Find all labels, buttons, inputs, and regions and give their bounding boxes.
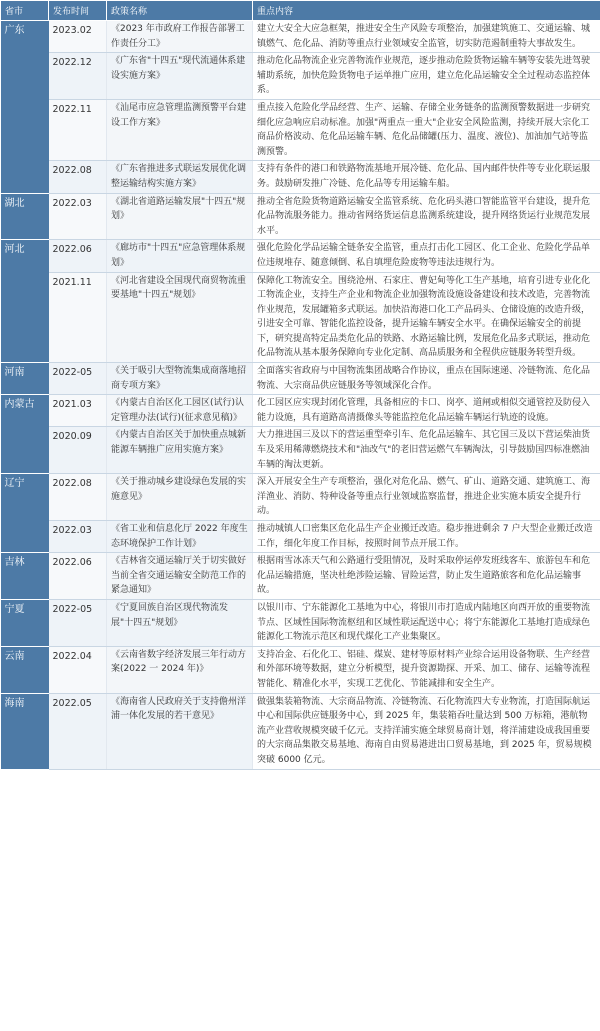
province-cell: 广东 — [1, 21, 49, 194]
policy-name-cell: 《河北省建设全国现代商贸物流重要基地"十四五"规划》 — [107, 272, 253, 363]
date-cell: 2022.06 — [49, 553, 107, 600]
table-row — [1, 599, 600, 646]
content-cell: 保障化工物流安全。围绕沧州、石家庄、曹妃甸等化工生产基地，培育引进专业化化工物流企业，支持生产企业和物流企业加强物流设施设备建设和技术改造，完善物流作业规范，发展罐箱多式联运。加快沿海港口化工产品码头、仓储设施的改造升级，引进安全可靠、智能化监控设备，提升运输车辆安全水平。在确保运输安全的前提下，研究提高特定品类危化品的铁路、水路运输比例，发展危化品多式联运，推动危化品物流从基本服务保障向专业化定制、高品质服务和全程供应链服务转型升级。 — [253, 272, 600, 363]
table-row — [1, 193, 600, 240]
province-cell: 辽宁 — [1, 474, 49, 553]
table-row — [1, 21, 600, 53]
header-policy: 政策名称 — [107, 1, 253, 21]
table-row — [1, 53, 600, 100]
policy-name-cell: 《广东省"十四五"现代流通体系建设实施方案》 — [107, 53, 253, 100]
date-cell: 2022-05 — [49, 363, 107, 395]
table-row — [1, 363, 600, 395]
date-cell: 2022.08 — [49, 161, 107, 193]
date-cell: 2021.11 — [49, 272, 107, 363]
policy-name-cell: 《廊坊市"十四五"应急管理体系规划》 — [107, 240, 253, 272]
content-cell: 深入开展安全生产专项整治，强化对危化品、燃气、矿山、道路交通、建筑施工、海洋渔业、消防、特种设备等重点行业领域监察监督，推进企业实施本质安全提升行动。 — [253, 474, 600, 521]
province-cell: 内蒙古 — [1, 395, 49, 474]
table-row — [1, 693, 600, 769]
content-cell: 重点接入危险化学品经营、生产、运输、存储全业务链条的监测预警数据进一步研究细化应急响应启动标准。加强"两重点一重大"企业安全风险监测，持续开展大宗化工商品价格波动、危化品运输车辆、危化品储罐(压力、温度、液位)、加油加气站等监测预警。 — [253, 99, 600, 160]
table-row — [1, 161, 600, 193]
date-cell: 2022.04 — [49, 646, 107, 693]
province-cell: 宁夏 — [1, 599, 49, 646]
content-cell: 根据雨雪冰冻天气和公路通行受阻情况，及时采取停运停发班线客车、旅游包车和危化品运输措施，坚决杜绝涉险运输、冒险运营，防止发生道路旅客和危化品运输事故。 — [253, 553, 600, 600]
date-cell: 2022.06 — [49, 240, 107, 272]
table-header-row — [1, 1, 600, 21]
date-cell: 2023.02 — [49, 21, 107, 53]
policy-name-cell: 《内蒙古自治区化工园区(试行)认定管理办法(试行)(征求意见稿)》 — [107, 395, 253, 427]
table-row — [1, 646, 600, 693]
province-cell: 吉林 — [1, 553, 49, 600]
table-row — [1, 521, 600, 553]
policy-name-cell: 《吉林省交通运输厅关于切实做好当前全省交通运输安全防范工作的紧急通知》 — [107, 553, 253, 600]
province-cell: 河南 — [1, 363, 49, 395]
content-cell: 做强集装箱物流、大宗商品物流、冷链物流、石化物流四大专业物流，打造国际航运中心和国际供应链服务中心，到 2025 年，集装箱吞吐量达到 500 万标箱，港航物流产业营收规模突破千亿元。支持洋浦实施全球贸易商计划，将洋浦建设成我国重要的大宗商品集散交易基地、海南自由贸易港进出口贸易基地，到 2025 年，贸易规模突破 6000 亿元。 — [253, 693, 600, 769]
table-row — [1, 240, 600, 272]
content-cell: 强化危险化学品运输全链条安全监管，重点打击化工园区、化工企业、危险化学品单位违规堆存、随意倾倒、私自填埋危险废物等违法违规行为。 — [253, 240, 600, 272]
date-cell: 2022.12 — [49, 53, 107, 100]
date-cell: 2022.11 — [49, 99, 107, 160]
content-cell: 支持冶金、石化化工、铝硅、煤炭、建材等原材料产业综合运用设备物联、生产经营和外部环境等数据，建立分析模型，提升资源勘探、开采、加工、储存、运输等流程智能化、精准化水平，实现工艺优化、节能减排和安全生产。 — [253, 646, 600, 693]
table-row — [1, 427, 600, 474]
date-cell: 2022.03 — [49, 521, 107, 553]
table-row — [1, 553, 600, 600]
header-content: 重点内容 — [253, 1, 600, 21]
policy-name-cell: 《湖北省道路运输发展"十四五"规划》 — [107, 193, 253, 240]
table-row — [1, 395, 600, 427]
policy-name-cell: 《关于吸引大型物流集成商落地招商专项方案》 — [107, 363, 253, 395]
date-cell: 2022.05 — [49, 693, 107, 769]
content-cell: 支持有条件的港口和铁路物流基地开展冷链、危化品、国内邮件快件等专业化联运服务。鼓励研发推广冷链、危化品等专用运输车船。 — [253, 161, 600, 193]
date-cell: 2022-05 — [49, 599, 107, 646]
date-cell: 2020.09 — [49, 427, 107, 474]
policy-name-cell: 《宁夏回族自治区现代物流发展"十四五"规划》 — [107, 599, 253, 646]
policy-name-cell: 《关于推动城乡建设绿色发展的实施意见》 — [107, 474, 253, 521]
table-row — [1, 272, 600, 363]
policy-name-cell: 《广东省推进多式联运发展优化调整运输结构实施方案》 — [107, 161, 253, 193]
content-cell: 化工园区应实现封闭化管理，具备相应的卡口、岗亭、道闸或相似交通管控及防侵入能力设施，具有道路高清摄像头等能监控危化品运输车辆运行轨迹的设施。 — [253, 395, 600, 427]
province-cell: 湖北 — [1, 193, 49, 240]
table-row — [1, 474, 600, 521]
content-cell: 建立大安全大应急框架，推进安全生产风险专项整治，加强建筑施工、交通运输、城镇燃气、危化品、消防等重点行业领域安全监管，切实防范遏制重特大事故发生。 — [253, 21, 600, 53]
content-cell: 推动城镇人口密集区危化品生产企业搬迁改造。稳步推进剩余 7 户大型企业搬迁改造工作，细化年度工作目标，按照时间节点开展工作。 — [253, 521, 600, 553]
province-cell: 云南 — [1, 646, 49, 693]
policy-name-cell: 《汕尾市应急管理监测预警平台建设工作方案》 — [107, 99, 253, 160]
policy-name-cell: 《海南省人民政府关于支持儋州洋浦一体化发展的若干意见》 — [107, 693, 253, 769]
policy-name-cell: 《云南省数字经济发展三年行动方案(2022 一 2024 年)》 — [107, 646, 253, 693]
table-row — [1, 99, 600, 160]
policy-name-cell: 《内蒙古自治区关于加快重点城新能源车辆推广应用实施方案》 — [107, 427, 253, 474]
header-province: 省市 — [1, 1, 49, 21]
date-cell: 2022.03 — [49, 193, 107, 240]
content-cell: 以银川市、宁东能源化工基地为中心，将银川市打造成内陆地区向西开放的重要物流节点、区域性国际物流枢纽和区域性联运配送中心；将宁东能源化工基地打造成绿色能源化工物流示范区和现代煤化工产业集聚区。 — [253, 599, 600, 646]
province-cell: 海南 — [1, 693, 49, 769]
content-cell: 全面落实省政府与中国物流集团战略合作协议，重点在国际速递、冷链物流、危化品物流、大宗商品供应链服务等领域深化合作。 — [253, 363, 600, 395]
content-cell: 大力推进国三及以下的营运重型牵引车、危化品运输车、其它国三及以下营运柴油货车及采用稀薄燃烧技术和"油改气"的老旧营运燃气车辆淘汰，引导鼓励国四标准燃油车辆的淘汰更新。 — [253, 427, 600, 474]
content-cell: 推动全省危险货物道路运输安全监管系统、危化码头港口智能监管平台建设，提升危化品物流服务能力。推动省网络货运信息监测系统建设，提升网络货运行业规范发展水平。 — [253, 193, 600, 240]
header-date: 发布时间 — [49, 1, 107, 21]
policy-name-cell: 《2023 年市政府工作报告部署工作责任分工》 — [107, 21, 253, 53]
date-cell: 2022.08 — [49, 474, 107, 521]
province-cell: 河北 — [1, 240, 49, 363]
policy-name-cell: 《省工业和信息化厅 2022 年度生态环境保护工作计划》 — [107, 521, 253, 553]
content-cell: 推动危化品物流企业完善物流作业规范，逐步推动危险货物运输车辆等安装先进驾驶辅助系统，加快危险货物电子运单推广应用，建立危化品运输安全全过程动态监控体系。 — [253, 53, 600, 100]
date-cell: 2021.03 — [49, 395, 107, 427]
